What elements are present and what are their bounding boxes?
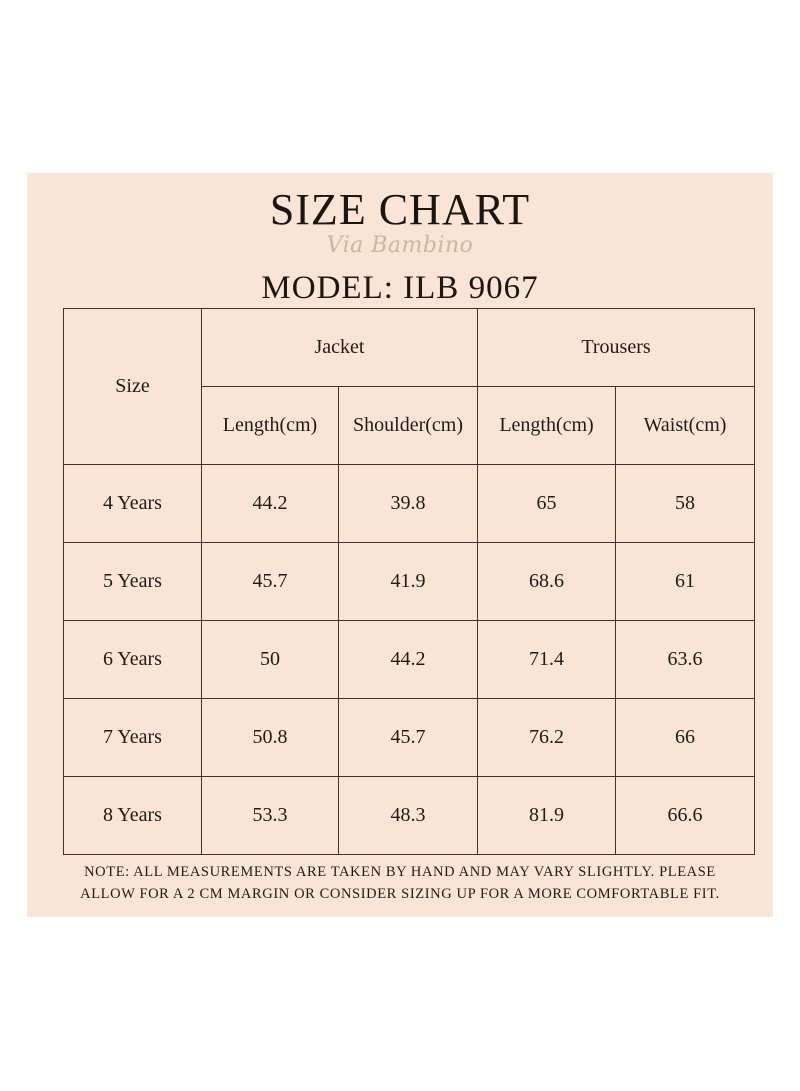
- brand-logo-text: Via Bambino: [326, 233, 474, 258]
- trousers-length-header: Length(cm): [478, 387, 616, 465]
- value-cell: 45.7: [202, 543, 339, 621]
- value-cell: 58: [616, 465, 755, 543]
- value-cell: 81.9: [478, 777, 616, 855]
- note-line: ALLOW FOR A 2 CM MARGIN OR CONSIDER SIZING UP FOR A MORE COMFORTABLE FIT.: [80, 886, 720, 902]
- jacket-shoulder-header: Shoulder(cm): [339, 387, 478, 465]
- table-row: [64, 465, 755, 543]
- value-cell: 68.6: [478, 543, 616, 621]
- jacket-length-header: Length(cm): [202, 387, 339, 465]
- value-cell: 45.7: [339, 699, 478, 777]
- value-cell: 65: [478, 465, 616, 543]
- value-cell: 50.8: [202, 699, 339, 777]
- measurement-note: [27, 861, 773, 905]
- table-row: [64, 777, 755, 855]
- note-line: NOTE: ALL MEASUREMENTS ARE TAKEN BY HAND AND MAY VARY SLIGHTLY. PLEASE: [84, 864, 716, 880]
- value-cell: 53.3: [202, 777, 339, 855]
- value-cell: 44.2: [339, 621, 478, 699]
- table-row: [64, 621, 755, 699]
- value-cell: 50: [202, 621, 339, 699]
- size-chart-panel: [27, 173, 773, 917]
- value-cell: 66.6: [616, 777, 755, 855]
- model-number: MODEL: ILB 9067: [261, 270, 539, 306]
- value-cell: 66: [616, 699, 755, 777]
- size-cell: 6 Years: [64, 621, 202, 699]
- table-row: [64, 699, 755, 777]
- value-cell: 41.9: [339, 543, 478, 621]
- value-cell: 76.2: [478, 699, 616, 777]
- value-cell: 48.3: [339, 777, 478, 855]
- size-cell: 7 Years: [64, 699, 202, 777]
- size-cell: 8 Years: [64, 777, 202, 855]
- size-column-header: Size: [64, 309, 202, 465]
- jacket-group-header: Jacket: [202, 309, 478, 387]
- trousers-group-header: Trousers: [478, 309, 755, 387]
- value-cell: 63.6: [616, 621, 755, 699]
- page-title: SIZE CHART: [269, 185, 531, 234]
- value-cell: 44.2: [202, 465, 339, 543]
- table-row: [64, 543, 755, 621]
- value-cell: 71.4: [478, 621, 616, 699]
- value-cell: 39.8: [339, 465, 478, 543]
- size-cell: 4 Years: [64, 465, 202, 543]
- trousers-waist-header: Waist(cm): [616, 387, 755, 465]
- table-group-header-row: [64, 309, 755, 387]
- value-cell: 61: [616, 543, 755, 621]
- size-table: [63, 308, 755, 855]
- size-cell: 5 Years: [64, 543, 202, 621]
